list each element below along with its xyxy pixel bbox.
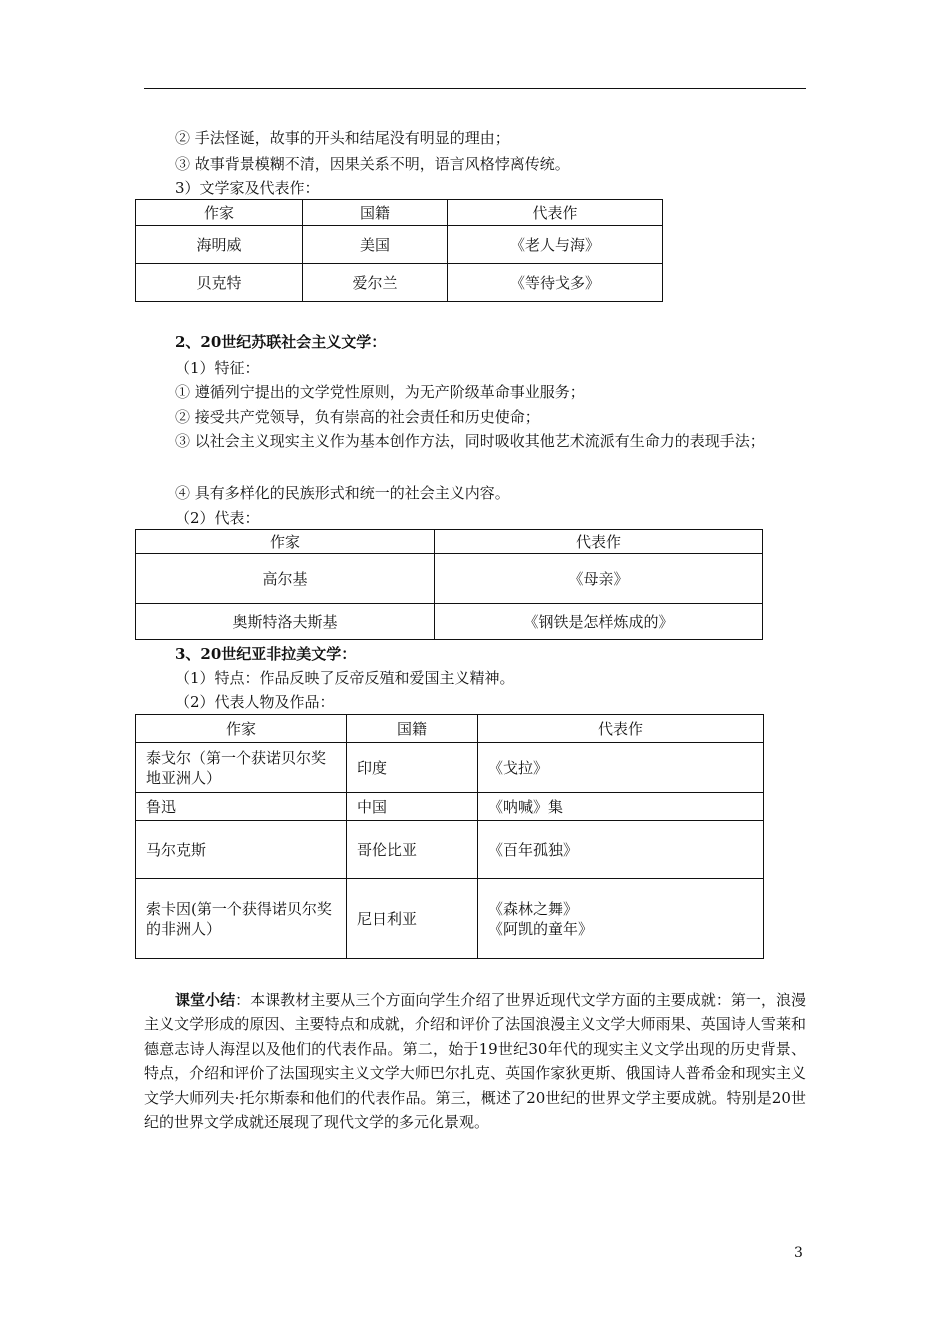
work-title: 《森林之舞》 bbox=[488, 899, 579, 918]
work-title: 《阿凯的童年》 bbox=[488, 919, 594, 938]
table-cell: 《百年孤独》 bbox=[478, 821, 764, 879]
table-cell: 《母亲》 bbox=[435, 554, 763, 604]
table-cell: 贝克特 bbox=[136, 264, 303, 302]
table-cell: 《等待戈多》 bbox=[448, 264, 663, 302]
table-cell: 《钢铁是怎样炼成的》 bbox=[435, 604, 763, 640]
table-cell: 奥斯特洛夫斯基 bbox=[136, 604, 435, 640]
section3-title: 3、20世纪亚非拉美文学： bbox=[175, 645, 357, 663]
table-cell: 印度 bbox=[347, 743, 478, 793]
table-cell: 《呐喊》集 bbox=[478, 793, 764, 821]
section2-sub1: （1）特征： bbox=[175, 359, 260, 377]
section2-title: 2、20世纪苏联社会主义文学： bbox=[175, 333, 387, 351]
table-header-cell: 国籍 bbox=[347, 715, 478, 743]
table-cell: 索卡因(第一个获得诺贝尔奖的非洲人） bbox=[136, 879, 347, 959]
table-row bbox=[136, 264, 663, 302]
table-cell bbox=[478, 879, 764, 959]
header-rule bbox=[144, 88, 806, 89]
text-line-item-2: ② 接受共产党领导，负有崇高的社会责任和历史使命； bbox=[175, 408, 540, 426]
absurd-writers-table bbox=[135, 199, 663, 302]
table-header-cell: 国籍 bbox=[303, 200, 448, 226]
table-header-row bbox=[136, 200, 663, 226]
asia-africa-latin-writers-table bbox=[135, 714, 764, 959]
text-line-item-4: ④ 具有多样化的民族形式和统一的社会主义内容。 bbox=[175, 484, 510, 502]
text-line-feature-3: ③ 故事背景模糊不清，因果关系不明，语言风格悖离传统。 bbox=[175, 155, 570, 173]
table-row bbox=[136, 554, 763, 604]
table-header-row bbox=[136, 530, 763, 554]
table-cell: 爱尔兰 bbox=[303, 264, 448, 302]
table-cell: 高尔基 bbox=[136, 554, 435, 604]
page-number: 3 bbox=[794, 1245, 803, 1261]
table-row bbox=[136, 743, 764, 793]
table-cell: 美国 bbox=[303, 226, 448, 264]
table-cell: 《老人与海》 bbox=[448, 226, 663, 264]
table-header-cell: 代表作 bbox=[448, 200, 663, 226]
table-row bbox=[136, 793, 764, 821]
table-row bbox=[136, 226, 663, 264]
table-header-cell: 作家 bbox=[136, 200, 303, 226]
table-row bbox=[136, 879, 764, 959]
soviet-writers-table bbox=[135, 529, 763, 640]
text-line-feature-2: ② 手法怪诞，故事的开头和结尾没有明显的理由； bbox=[175, 129, 510, 147]
table-cell: 泰戈尔（第一个获诺贝尔奖地亚洲人） bbox=[136, 743, 347, 793]
section3-sub2: （2）代表人物及作品： bbox=[175, 693, 335, 711]
table-header-cell: 代表作 bbox=[478, 715, 764, 743]
lesson-summary bbox=[144, 988, 806, 1134]
table-header-cell: 作家 bbox=[136, 715, 347, 743]
table-header-cell: 代表作 bbox=[435, 530, 763, 554]
table-cell: 马尔克斯 bbox=[136, 821, 347, 879]
section3-sub1: （1）特点：作品反映了反帝反殖和爱国主义精神。 bbox=[175, 669, 515, 687]
text-line-item-1: ① 遵循列宁提出的文学党性原则，为无产阶级革命事业服务； bbox=[175, 383, 585, 401]
table-cell: 中国 bbox=[347, 793, 478, 821]
summary-label: 课堂小结 bbox=[175, 991, 236, 1009]
table-cell: 鲁迅 bbox=[136, 793, 347, 821]
section2-sub2: （2）代表： bbox=[175, 509, 260, 527]
table-cell: 海明威 bbox=[136, 226, 303, 264]
table-cell: 哥伦比亚 bbox=[347, 821, 478, 879]
table-row bbox=[136, 821, 764, 879]
text-line-item-3: ③ 以社会主义现实主义作为基本创作方法，同时吸收其他艺术流派有生命力的表现手法； bbox=[175, 432, 765, 450]
table-header-cell: 作家 bbox=[136, 530, 435, 554]
summary-text: ：本课教材主要从三个方面向学生介绍了世界近现代文学方面的主要成就：第一，浪漫主义文学形成的原因、主要特点和成就，介绍和评价了法国浪漫主义文学大师雨果、英国诗人雪莱和德意志诗人海涅以及他们的代表作品。第二，始于19世纪30年代的现实主义文学出现的历史背景、特点，介绍和评价了法国现实主义文学大师巴尔扎克、英国作家狄更斯、俄国诗人普希金和现实主义文学大师列夫·托尔斯泰和他们的代表作品。第三，概述了20世纪的世界文学主要成就。特别是20世纪的世界文学成就还展现了现代文学的多元化景观。 bbox=[144, 991, 806, 1132]
section1-heading: 3）文学家及代表作： bbox=[175, 179, 320, 197]
table-header-row bbox=[136, 715, 764, 743]
table-cell: 《戈拉》 bbox=[478, 743, 764, 793]
table-row bbox=[136, 604, 763, 640]
table-cell: 尼日利亚 bbox=[347, 879, 478, 959]
